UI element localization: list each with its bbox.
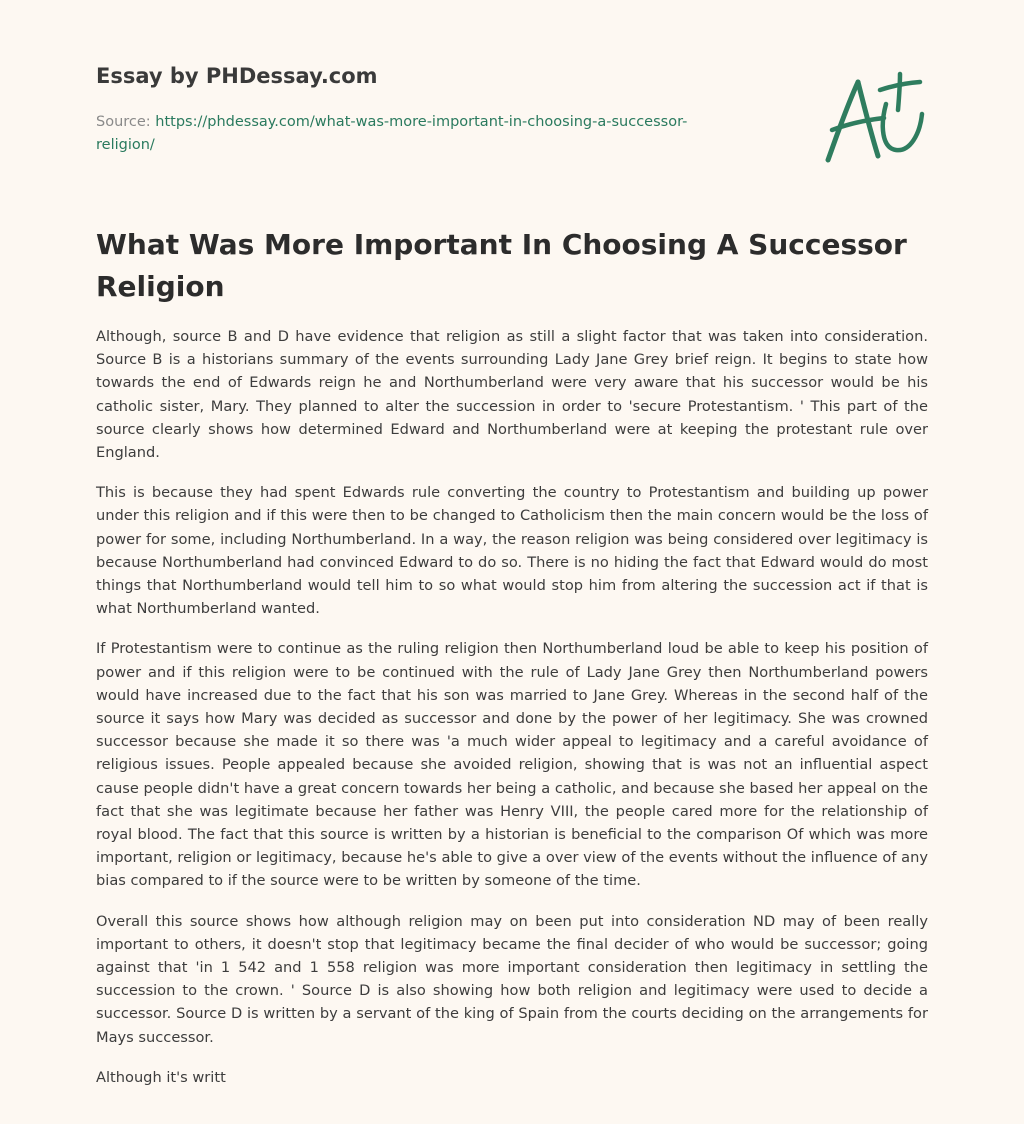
essay-paragraph-truncated: Although it's writt bbox=[96, 1068, 226, 1086]
site-brand: Essay by PHDessay.com bbox=[96, 64, 378, 88]
essay-title: What Was More Important In Choosing A Successor Religion bbox=[96, 228, 907, 303]
a-plus-grade-icon bbox=[818, 68, 930, 168]
essay-paragraph: This is because they had spent Edwards rule converting the country to Protestantism and building up power under this religion and if this were then to be changed to Catholicism then the main concern would be the loss of power for some, including Northumberland. In a way, the reason religion was being considered over legitimacy is because Northumberland had convinced Edward to do so. There is no hiding the fact that Edward would do most things that Northumberland would tell him to so what would stop him from altering the succession act if that is what Northumberland wanted. bbox=[96, 484, 928, 618]
essay-body bbox=[96, 325, 928, 1106]
source-line bbox=[96, 111, 736, 157]
essay-paragraph: Although, source B and D have evidence that religion as still a slight factor that was taken into consideration. Source B is a historians summary of the events surrounding Lady Jane Grey brief reign. It begins to state how towards the end of Edwards reign he and Northumberland were very aware that his successor would be his catholic sister, Mary. They planned to alter the succession in order to 'secure Protestantism. ' This part of the source clearly shows how determined Edward and Northumberland were at keeping the protestant rule over England. bbox=[96, 328, 928, 462]
source-link[interactable]: https://phdessay.com/what-was-more-important-in-choosing-a-successor-religion/ bbox=[96, 114, 688, 153]
essay-paragraph: Overall this source shows how although religion may on been put into consideration ND may of been really important to others, it doesn't stop that legitimacy became the final decider of who would be successor; going against that 'in 1 542 and 1 558 religion was more important consideration then legitimacy in settling the succession to the crown. ' Source D is also showing how both religion and legitimacy were used to decide a successor. Source D is written by a servant of the king of Spain from the courts deciding on the arrangements for Mays successor. bbox=[96, 912, 928, 1046]
source-label: Source: bbox=[96, 114, 151, 130]
essay-paragraph: If Protestantism were to continue as the ruling religion then Northumberland loud be able to keep his position of power and if this religion were to be continued with the rule of Lady Jane Grey then Northumberland powers would have increased due to the fact that his son was married to Jane Grey. Whereas in the second half of the source it says how Mary was decided as successor and done by the power of her legitimacy. She was crowned successor because she made it so there was 'a much wider appeal to legitimacy and a careful avoidance of religious issues. People appealed because she avoided religion, showing that is was not an influential aspect cause people didn't have a great concern towards her being a catholic, and because she based her appeal on the fact that she was legitimate because her father was Henry VIII, the people cared more for the relationship of royal blood. The fact that this source is written by a historian is beneficial to the comparison Of which was more important, religion or legitimacy, because he's able to give a over view of the events without the influence of any bias compared to if the source were to be written by someone of the time. bbox=[96, 640, 928, 890]
